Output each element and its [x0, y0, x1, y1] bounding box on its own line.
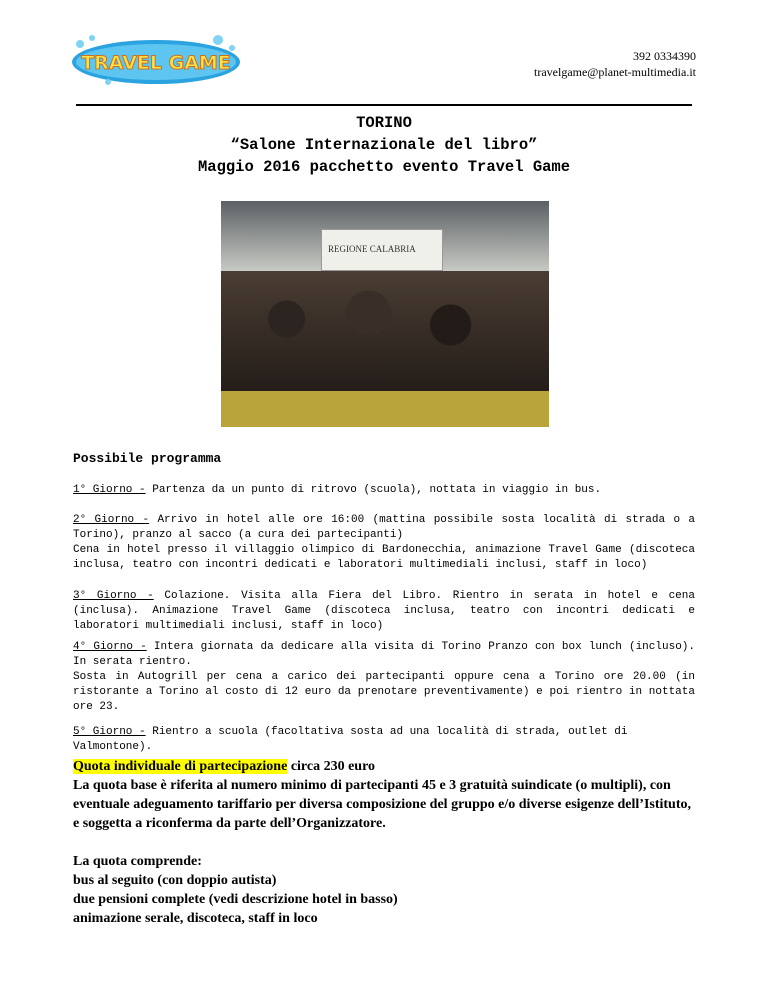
day-4-text: Intera giornata da dedicare alla visita di Torino Pranzo con box lunch (incluso). In serata rientro. — [73, 641, 695, 668]
quota-block — [73, 757, 695, 833]
day-2-text: Arrivo in hotel alle ore 16:00 (mattina possibile sosta località di strada o a Torino), pranzo al sacco (a cura dei partecipanti) — [73, 514, 695, 541]
email-address[interactable]: travelgame@planet-multimedia.it — [534, 65, 696, 79]
day-1 — [73, 483, 695, 498]
day-4-label: 4° Giorno - — [73, 641, 147, 653]
day-1-label: 1° Giorno - — [73, 484, 146, 496]
includes-heading: La quota comprende: — [73, 854, 202, 869]
day-2 — [73, 513, 695, 573]
group-photo — [221, 201, 549, 427]
day-3 — [73, 589, 695, 634]
day-3-label: 3° Giorno - — [73, 590, 154, 602]
day-2-label: 2° Giorno - — [73, 514, 150, 526]
document-title — [0, 112, 768, 178]
includes-item: due pensioni complete (vedi descrizione hotel in basso) — [73, 892, 398, 907]
quota-highlight: Quota individuale di partecipazione — [73, 759, 288, 774]
day-4-extra: Sosta in Autogrill per cena a carico dei partecipanti oppure cena a Torino ore 20.00 (in ristorante a Torino al costo di 12 euro da prenotare preventivamente) e poi rientro in nottata ore 23. — [73, 671, 695, 713]
photo-sign-text: REGIONE CALABRIA — [328, 244, 416, 254]
photo-sign — [321, 229, 443, 271]
photo-crowd — [221, 271, 549, 391]
phone-number: 392 0334390 — [633, 49, 696, 63]
day-1-text: Partenza da un punto di ritrovo (scuola), nottata in viaggio in bus. — [145, 484, 602, 496]
day-5-text: Rientro a scuola (facoltativa sosta ad una località di strada, outlet di Valmontone). — [73, 726, 628, 753]
includes-item: animazione serale, discoteca, staff in loco — [73, 911, 318, 926]
title-package: Maggio 2016 pacchetto evento Travel Game — [197, 158, 571, 176]
program-heading: Possibile programma — [73, 451, 222, 466]
includes-block — [73, 852, 695, 928]
travel-game-logo — [68, 32, 244, 88]
contact-block — [534, 48, 696, 80]
logo-text: TRAVEL GAME — [81, 52, 231, 74]
quota-price: circa 230 euro — [287, 759, 376, 774]
photo-floor — [221, 391, 549, 427]
quota-text: La quota base è riferita al numero minimo di partecipanti 45 e 3 gratuità suindicate (o multipli), con eventuale adeguamento tariffario per diversa composizione del gruppo e/o diverse esigenze dell’Istituto, e soggetta a riconferma da parte dell’Organizzatore. — [73, 778, 691, 831]
title-city: TORINO — [356, 114, 412, 132]
day-3-text: Colazione. Visita alla Fiera del Libro. Rientro in serata in hotel e cena (inclusa). Animazione Travel Game (discoteca inclusa, teatro con incontri dedicati e laboratori multimediali inclusi, staff in loco) — [73, 590, 695, 632]
day-4 — [73, 640, 695, 715]
day-2-extra: Cena in hotel presso il villaggio olimpico di Bardonecchia, animazione Travel Game (discoteca inclusa, teatro con incontri dedicati e laboratori multimediali inclusi, staff in loco) — [73, 544, 695, 571]
title-event: “Salone Internazionale del libro” — [230, 136, 538, 154]
day-5-label: 5° Giorno - — [73, 726, 146, 738]
day-5 — [73, 725, 695, 755]
header-divider — [76, 104, 692, 106]
includes-item: bus al seguito (con doppio autista) — [73, 873, 277, 888]
